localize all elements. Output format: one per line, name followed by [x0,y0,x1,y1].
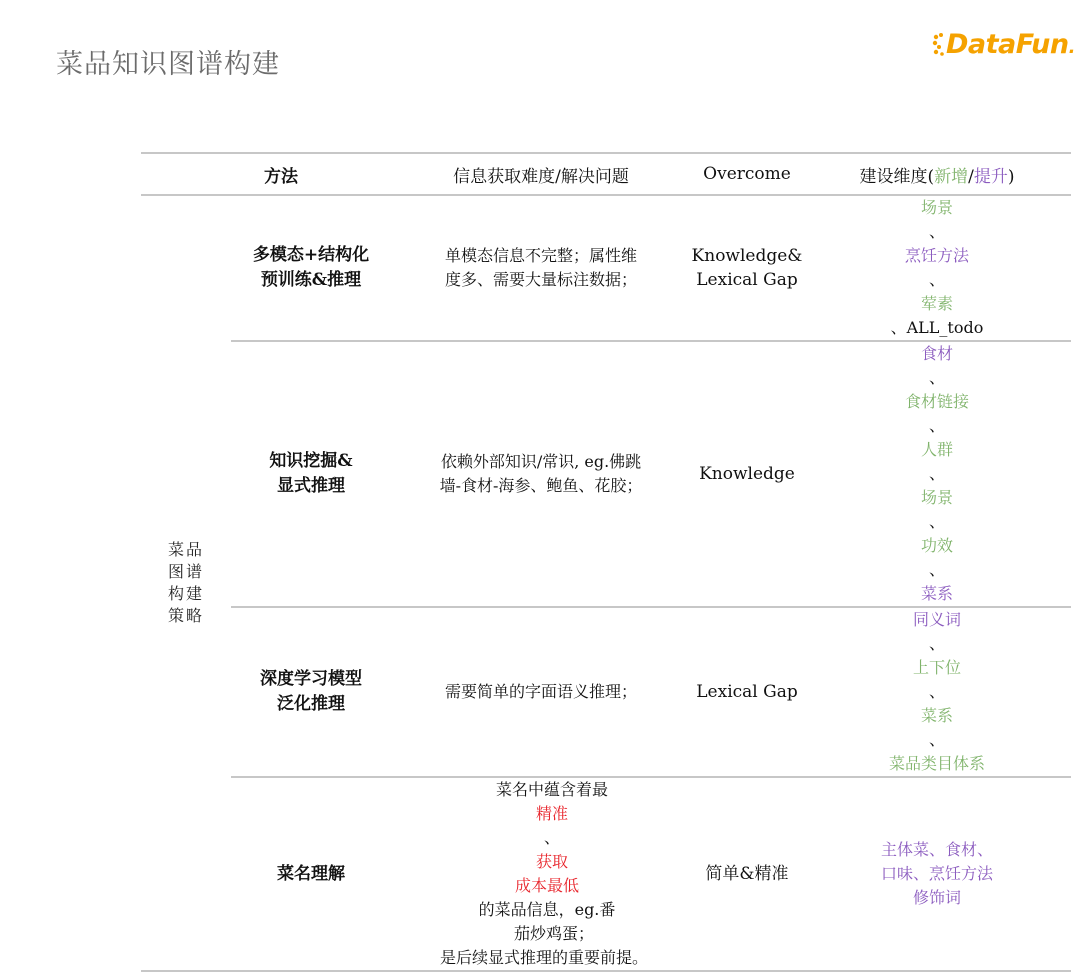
method-cell: 菜名理解 [231,777,391,971]
datafun-logo [932,28,1075,64]
table-row [141,777,1071,971]
header-info: 信息获取难度/解决问题 [391,153,691,195]
header-dimension: 建设维度(新增/提升) [803,153,1071,195]
overcome-cell: Knowledge& Lexical Gap [691,195,803,341]
strategy-label: 菜品 图谱 构建 策略 [141,195,231,971]
table-row [141,195,1071,341]
table-row [141,341,1071,607]
method-cell: 多模态+结构化 预训练&推理 [231,195,391,341]
dimension-cell: 食材 、 食材链接 、 人群 、 场景 、 功效 、 菜系 [803,341,1071,607]
header-strategy [141,153,231,195]
info-cell: 菜名中蕴含着最 精准 、 获取 成本最低 的菜品信息，eg.番 茄炒鸡蛋； 是后续显式推理的重要前提。 [391,777,691,971]
header-method: 方法 [231,153,391,195]
info-cell: 依赖外部知识/常识, eg.佛跳 墙-食材-海参、鲍鱼、花胶； [391,341,691,607]
method-cell: 知识挖掘& 显式推理 [231,341,391,607]
overcome-cell: Lexical Gap [691,607,803,777]
info-cell: 需要简单的字面语义推理； [391,607,691,777]
header-overcome: Overcome [691,153,803,195]
overcome-cell: Knowledge [691,341,803,607]
table-row [141,607,1071,777]
slide-title: 菜品知识图谱构建 [56,49,280,80]
dimension-cell: 主体菜、食材、 口味、烹饪方法 修饰词 [803,777,1071,971]
info-cell: 单模态信息不完整；属性维 度多、需要大量标注数据； [391,195,691,341]
table-header-row [141,153,1071,195]
logo-text: DataFun. [946,29,1075,60]
method-cell: 深度学习模型 泛化推理 [231,607,391,777]
overcome-cell: 简单&精准 [691,777,803,971]
dimension-cell: 场景 、 烹饪方法 、 荤素 、ALL_todo [803,195,1071,341]
strategy-table [141,152,1071,972]
dimension-cell: 同义词 、 上下位 、 菜系 、 菜品类目体系 [803,607,1071,777]
